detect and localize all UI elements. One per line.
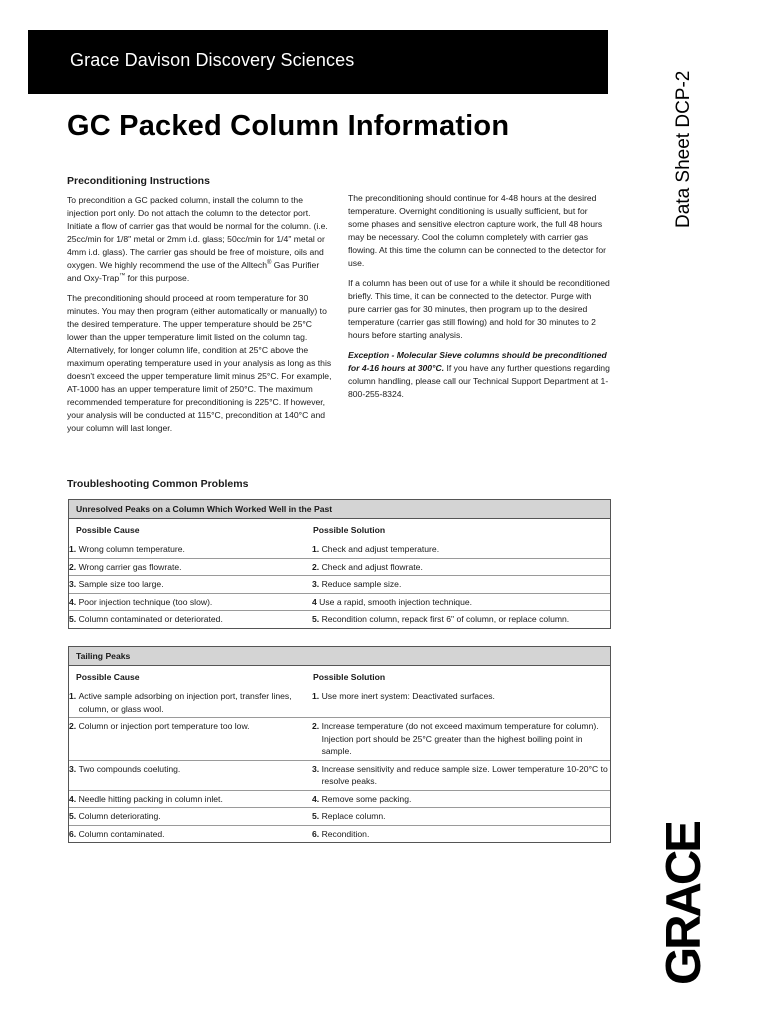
table-row <box>69 808 610 826</box>
table-row <box>69 611 610 628</box>
paragraph-4: If a column has been out of use for a while it should be reconditioned briefly. This time, it can be connected to the detector. Purge with pure carrier gas for 30 minutes, then program up to the desired temperature (carrier gas still flowing) and hold for 30 minutes to 2 hours before starting analysis. <box>348 278 610 340</box>
solution-cell: 2. Increase temperature (do not exceed maximum temperature for column). Injection port should be 25°C greater than the highest boiling point in sample. <box>312 721 599 756</box>
right-column <box>348 192 610 408</box>
solution-cell: 4 Use a rapid, smooth injection technique. <box>312 596 473 607</box>
paragraph-5: Exception - Molecular Sieve columns should be preconditioned for 4-16 hours at 300°C. If you have any further questions regarding column handling, please call our Technical Support Department at 1-800-255-8324. <box>348 350 610 399</box>
table-column-headers: Possible Cause Possible Solution <box>76 525 386 535</box>
cause-cell: 5. Column deteriorating. <box>69 811 161 821</box>
preconditioning-heading: Preconditioning Instructions <box>67 175 210 187</box>
solution-cell: 1. Use more inert system: Deactivated surfaces. <box>312 691 495 701</box>
tailing-peaks-table <box>68 646 611 843</box>
table-title: Unresolved Peaks on a Column Which Worked Well in the Past <box>69 500 610 519</box>
solution-cell: 2. Check and adjust flowrate. <box>312 561 423 572</box>
left-column <box>67 194 332 442</box>
cause-cell: 3. Sample size too large. <box>69 579 164 589</box>
header-banner <box>28 30 608 94</box>
cause-cell: 4. Needle hitting packing in column inlet. <box>69 793 223 804</box>
table-body <box>69 541 610 628</box>
table-body <box>69 688 610 842</box>
cause-cell: 2. Column or injection port temperature too low. <box>69 721 250 731</box>
table-row <box>69 576 610 594</box>
solution-cell: 1. Check and adjust temperature. <box>312 544 440 554</box>
paragraph-2: The preconditioning should proceed at room temperature for 30 minutes. You may then program (either automatically or manually) to the desired temperature. The upper temperature should be 25°C lower than the upper temperature limit listed on the column tag. Alternatively, for longer column life, condition at 25°C above the maximum operating temperature used in your analysis as long as this doesn't exceed the upper temperature limit minus 25°C. For example, AT-1000 has an upper temperature limit of 250°C. The maximum recommended temperature for preconditioning is 225°C. If however, your analysis will be conducted at 115°C, precondition at 140°C and your column will last longer. <box>67 293 332 433</box>
cause-cell: 6. Column contaminated. <box>69 828 165 839</box>
data-sheet-label: Data Sheet DCP-2 <box>673 70 694 228</box>
table-row <box>69 761 610 791</box>
solution-cell: 3. Reduce sample size. <box>312 579 402 589</box>
table-row <box>69 541 610 559</box>
table-row <box>69 688 610 718</box>
table-column-headers: Possible Cause Possible Solution <box>76 672 386 682</box>
unresolved-peaks-table <box>68 499 611 629</box>
table-title: Tailing Peaks <box>69 647 610 666</box>
cause-cell: 1. Wrong column temperature. <box>69 544 185 554</box>
solution-cell: 4. Remove some packing. <box>312 793 412 804</box>
paragraph-3: The preconditioning should continue for 4-48 hours at the desired temperature. Overnight conditioning is usually sufficient, but for some phases and sensitive electron capture work, the full 48 hours may be necessary. Cool the column completely with carrier gas flowing. At this time the column can be connected to the detector for use. <box>348 193 606 268</box>
cause-cell: 3. Two compounds coeluting. <box>69 763 181 774</box>
solution-cell: 6. Recondition. <box>312 828 370 839</box>
paragraph-1: To precondition a GC packed column, install the column to the injection port only. Do not attach the column to the detector port. Initiate a flow of carrier gas that would be normal for the column. (i.e. 25cc/min for 1/8" metal or 2mm i.d. glass; 50cc/min for 1/4" metal or 4mm i.d. glass). The carrier gas should be free of moisture, oils and oxygen. We highly recommend the use of the Alltech® Gas Purifier and Oxy-Trap™ for this purpose. <box>67 195 328 283</box>
table-row <box>69 718 610 761</box>
solution-cell: 5. Replace column. <box>312 811 386 821</box>
table-row <box>69 594 610 612</box>
solution-cell: 3. Increase sensitivity and reduce sample size. Lower temperature 10-20°C to resolve peaks. <box>312 763 608 786</box>
troubleshooting-heading: Troubleshooting Common Problems <box>67 478 249 490</box>
cause-cell: 4. Poor injection technique (too slow). <box>69 596 213 607</box>
cause-cell: 5. Column contaminated or deteriorated. <box>69 614 223 624</box>
table-row <box>69 826 610 843</box>
page-title: GC Packed Column Information <box>67 110 510 142</box>
solution-cell: 5. Recondition column, repack first 6" of column, or replace column. <box>312 614 570 624</box>
table-row <box>69 559 610 577</box>
company-name: Grace Davison Discovery Sciences <box>70 50 355 70</box>
cause-cell: 2. Wrong carrier gas flowrate. <box>69 561 182 572</box>
grace-logo: GRACE <box>657 823 711 985</box>
table-row <box>69 791 610 809</box>
cause-cell: 1. Active sample adsorbing on injection port, transfer lines, column, or glass wool. <box>69 691 292 714</box>
